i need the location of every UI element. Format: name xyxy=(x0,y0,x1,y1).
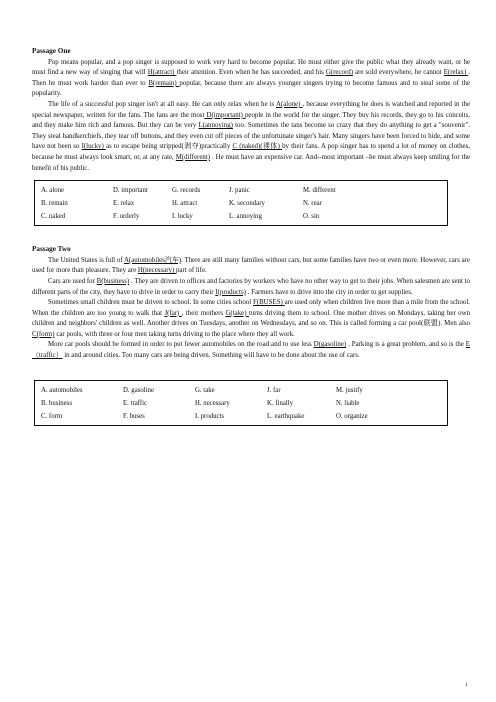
answer-blank: I(products) xyxy=(215,288,246,296)
answer-blank: G(take) xyxy=(225,309,249,317)
word-option: I. products xyxy=(195,412,225,420)
answer-blank: F(BUSES) xyxy=(252,299,285,307)
paragraph-text: turns driving them to school. One mother drives on Mondays, taking her own children and neighbors' children as well. Another drives on Tuesdays, another on Wednesdays, and so on. This is called forming a car pool(联盟). Men also xyxy=(32,309,471,328)
paragraph xyxy=(32,58,470,100)
word-option: J. panic xyxy=(229,187,250,195)
passage-two-body xyxy=(32,256,470,362)
word-option: H. attract xyxy=(172,200,198,208)
paragraph-text: , their mothers xyxy=(181,309,226,317)
word-option: L. annoying xyxy=(229,213,262,221)
word-option: E. traffic xyxy=(123,399,148,407)
word-option: F. orderly xyxy=(113,213,140,221)
page-number: 1 xyxy=(465,682,468,688)
word-row xyxy=(41,210,441,223)
word-row xyxy=(41,384,441,397)
word-option: C. form xyxy=(41,412,63,420)
paragraph-text: in and around cities. Too many cars are being driven. Something will have to be done about the use of cars. xyxy=(62,352,360,360)
word-row xyxy=(41,410,441,423)
answer-blank: L(annoying) xyxy=(198,122,233,130)
paragraph-text: Cars are used for xyxy=(48,277,97,285)
paragraph-text: Sometimes small children must be driven to school. In some cities school xyxy=(48,299,253,307)
paragraph-text: More car pools should be formed in order to put fewer automobiles on the road and to use less xyxy=(48,341,314,349)
word-option: A. automobiles xyxy=(41,386,83,394)
paragraph-text: popular, because there are always younger singers trying to become famous and to steal some of the popularity. xyxy=(32,79,471,98)
answer-blank: D(important) xyxy=(204,111,245,119)
word-option: N. liable xyxy=(336,399,360,407)
paragraph-text: are sold everywhere, he cannot xyxy=(353,69,444,77)
document-page xyxy=(32,46,470,434)
passage-one-body xyxy=(32,58,470,175)
paragraph xyxy=(32,340,470,361)
word-option: D. important xyxy=(113,187,148,195)
word-row xyxy=(41,397,441,410)
answer-blank: D(gasoline) xyxy=(313,341,347,349)
answer-blank: B(business) xyxy=(96,277,130,285)
word-option: M. different xyxy=(303,187,336,195)
word-option: I. lucky xyxy=(172,213,193,221)
word-option: A. alone xyxy=(41,187,65,195)
paragraph-text: are used only when children live more than a mile from the school. When the children are too young to walk that xyxy=(32,299,471,317)
paragraph-text: . There are still many families without cars, but some families have two or even more. However, cars are used for more than pleasure. They are xyxy=(32,256,470,275)
word-option: O. organize xyxy=(336,412,368,420)
answer-blank: H(necessary) xyxy=(137,267,176,275)
answer-blank: H(attract) xyxy=(147,69,177,77)
paragraph-text: . Farmers have to drive into the city in order to get supplies. xyxy=(245,288,413,296)
answer-blank: C (naked)(裸体) xyxy=(232,143,283,151)
answer-blank: J(far) xyxy=(164,309,182,317)
word-row xyxy=(41,184,441,197)
paragraph-text: . He must have an expensive car. And--most important –he must always keep smiling for the benefit of his public. xyxy=(32,153,470,172)
paragraph xyxy=(32,100,470,174)
word-option: L. earthquake xyxy=(267,412,305,420)
word-option: J. far xyxy=(267,386,281,394)
answer-blank: E（traffic） xyxy=(32,341,470,360)
passage-two-word-box xyxy=(34,380,448,426)
paragraph-text: too. Sometimes the tans become so crazy that they do anything to get a "souvenir". They steal handkerchiefs, they tear off buttons, and they even cut off pieces of the unfortunate singer's hair. Many singers have been forced to hide, and some have not been so xyxy=(32,122,470,151)
passage-two-heading: Passage Two xyxy=(32,245,71,254)
word-option: M. justify xyxy=(336,386,363,394)
paragraph-text: The life of a successful pop singer isn't at all easy. He can only relax when he is xyxy=(48,100,276,108)
paragraph-text: their attention. Even when he has succeeded, and his xyxy=(176,69,326,77)
paragraph-text: Pop means popular, and a pop singer is supposed to work very hard to become popular. He must either give the public what they already want, or he must find a new way of singing that will xyxy=(32,58,470,77)
paragraph-text: as to escape being stripped(剥夺)practically xyxy=(105,143,233,151)
word-option: K. secondary xyxy=(229,200,265,208)
word-option: H. necessary xyxy=(195,399,230,407)
passage-one-word-box xyxy=(34,180,448,226)
word-option: E. relax xyxy=(113,200,135,208)
answer-blank: A(automobiles汽车) xyxy=(123,256,182,264)
paragraph-text: by their fans. A pop singer has to spend a lot of money on clothes, because he must always look smart, or, at any rate, xyxy=(32,143,470,161)
word-option: B. business xyxy=(41,399,72,407)
answer-blank: B(remain) xyxy=(148,79,180,87)
paragraph-text: . They are driven to offices and factories by workers who have no other way to get to their jobs. When salesmen are sent to different parts of the city, they have to drive in order to carry their xyxy=(32,277,470,296)
word-option: F. buses xyxy=(123,412,145,420)
paragraph xyxy=(32,277,470,298)
paragraph-text: The United States is full of xyxy=(48,256,124,264)
word-option: N. rear xyxy=(303,200,322,208)
paragraph-text: . Then he must work harder than ever to xyxy=(32,69,471,87)
word-option: K. finally xyxy=(267,399,294,407)
word-option: C. naked xyxy=(41,213,66,221)
answer-blank: I(lucky) xyxy=(81,143,106,151)
paragraph xyxy=(32,298,470,340)
paragraph xyxy=(32,256,470,277)
answer-blank: G(record) xyxy=(325,69,353,77)
passage-one-heading: Passage One xyxy=(32,47,71,55)
paragraph-text: part of life. xyxy=(175,267,207,275)
answer-blank: C(form) xyxy=(32,330,55,338)
word-option: B. remain xyxy=(41,200,68,208)
answer-blank: A(alone) xyxy=(275,100,303,108)
word-option: G. take xyxy=(195,386,215,394)
paragraph-text: , because everything he does is watched and reported in the special newspaper, written for the fans. The fans are the most xyxy=(32,100,470,119)
word-option: G. records xyxy=(172,187,201,195)
word-option: D. gasoline xyxy=(123,386,154,394)
answer-blank: M(different) xyxy=(175,153,211,161)
answer-blank: E(relax) xyxy=(443,69,469,77)
word-option: O. sin xyxy=(303,213,320,221)
paragraph-text: . Parking is a great problem, and so is the xyxy=(346,341,466,349)
paragraph-text: people in the world for the singer. They buy his records, they go to his conceits, and they make him rich and famous. But they can be very xyxy=(32,111,471,130)
paragraph-text: car pools, with three or four men taking turns driving to the place where they all work. xyxy=(54,330,295,338)
word-row xyxy=(41,197,441,210)
